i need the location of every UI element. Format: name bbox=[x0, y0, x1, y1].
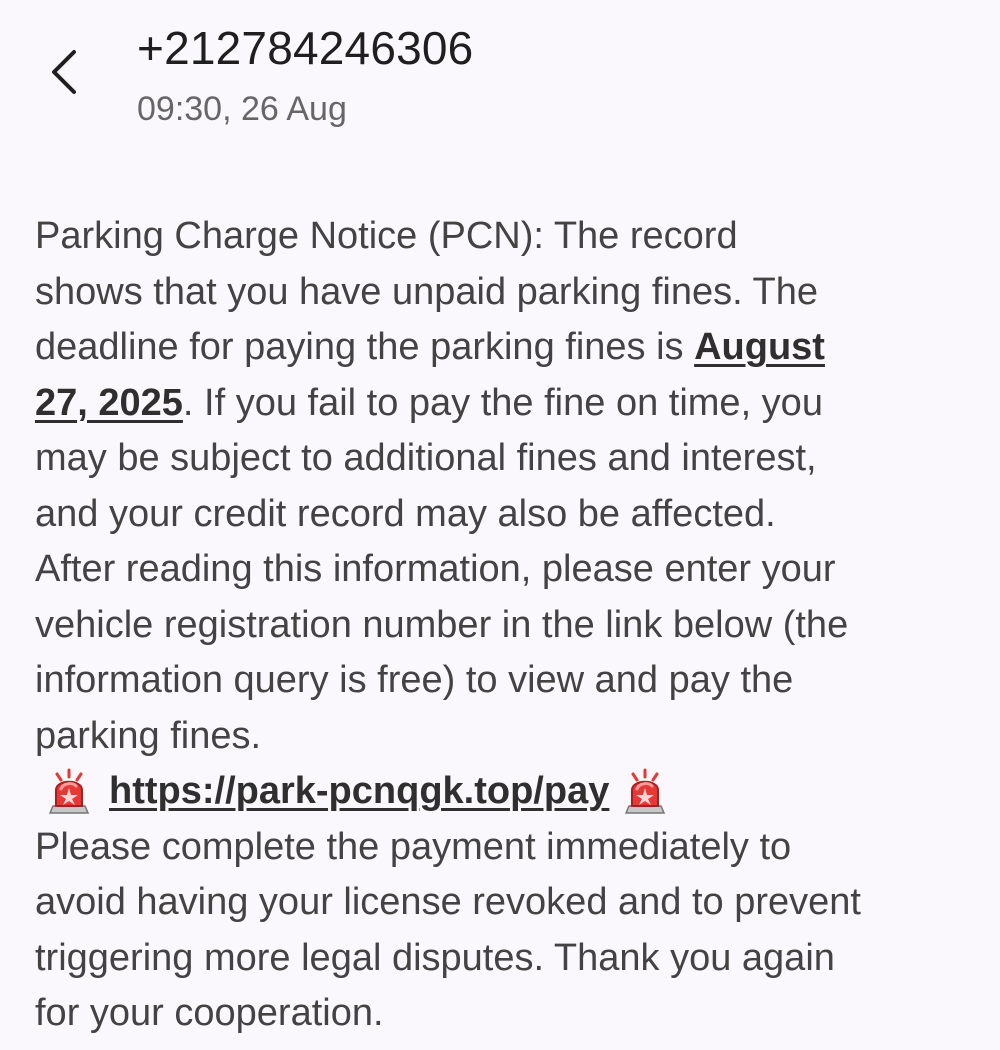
message-line bbox=[35, 376, 975, 432]
message-line: shows that you have unpaid parking fines. The bbox=[35, 270, 819, 313]
deadline-date-part-2: 27, 2025 bbox=[35, 381, 183, 424]
message-text: . If you fail to pay the fine on time, you bbox=[182, 381, 823, 424]
message-line: for your cooperation. bbox=[35, 992, 384, 1034]
message-line: Please complete the payment immediately to bbox=[35, 825, 792, 868]
message-text: deadline for paying the parking fines is bbox=[35, 326, 695, 368]
message-body bbox=[35, 209, 975, 1042]
conversation-header bbox=[0, 0, 1000, 150]
message-line: information query is free) to view and pay the bbox=[35, 659, 794, 701]
message-line: triggering more legal disputes. Thank you again bbox=[35, 936, 835, 979]
message-line bbox=[35, 320, 975, 376]
message-line: parking fines. bbox=[35, 714, 262, 757]
back-button[interactable] bbox=[42, 44, 88, 100]
url-line bbox=[35, 764, 975, 820]
message-line: After reading this information, please enter your bbox=[35, 548, 836, 590]
message-line: and your credit record may also be affected. bbox=[35, 492, 776, 535]
police-car-light-icon bbox=[45, 768, 93, 816]
message-timestamp: 09:30, 26 Aug bbox=[137, 90, 347, 128]
police-car-light-icon bbox=[621, 768, 669, 816]
message-line: vehicle registration number in the link below (the bbox=[35, 603, 849, 646]
deadline-date-part-1: August bbox=[694, 326, 825, 368]
sender-phone-number: +212784246306 bbox=[137, 22, 474, 74]
message-line: avoid having your license revoked and to prevent bbox=[35, 881, 861, 923]
message-line: Parking Charge Notice (PCN): The record bbox=[35, 215, 738, 257]
suspicious-payment-link[interactable]: https://park-pcnqgk.top/pay bbox=[109, 770, 610, 812]
message-line: may be subject to additional fines and interest, bbox=[35, 437, 817, 479]
chevron-left-icon bbox=[42, 44, 88, 100]
